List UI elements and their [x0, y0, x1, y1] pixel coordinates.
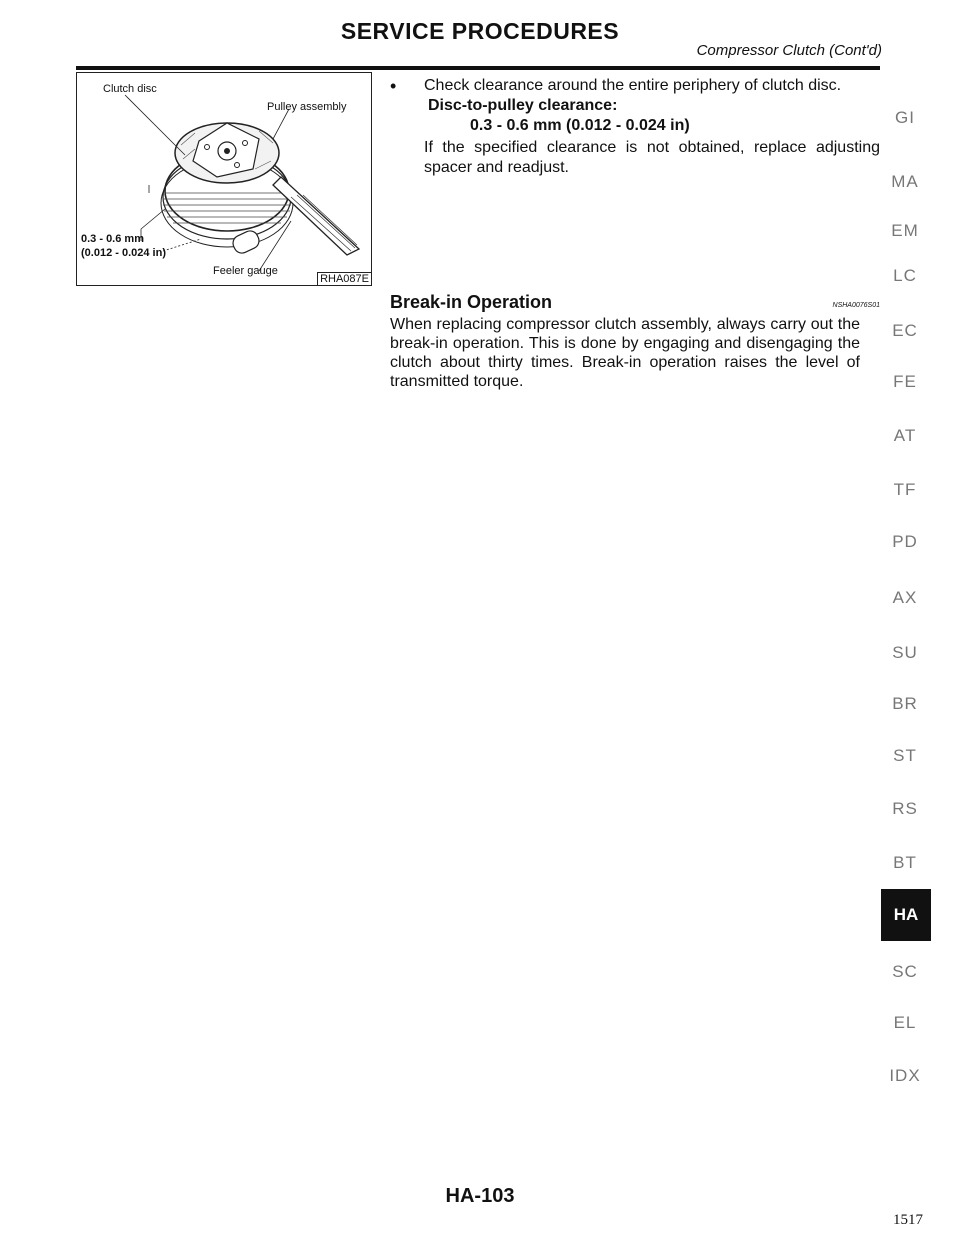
side-tab-gi[interactable]: GI — [895, 108, 915, 127]
spec-title: Disc-to-pulley clearance: — [428, 97, 618, 114]
adjust-note: If the specified clearance is not obtained, replace adjusting spacer and readjust. — [424, 139, 880, 176]
side-tab-em[interactable]: EM — [891, 221, 919, 240]
side-tab-fe[interactable]: FE — [893, 372, 917, 391]
side-tab-pd[interactable]: PD — [892, 532, 918, 551]
spec-value: 0.3 - 0.6 mm (0.012 - 0.024 in) — [470, 117, 690, 134]
corner-page-number: 1517 — [893, 1212, 923, 1228]
clutch-clearance-figure — [76, 72, 372, 286]
side-tab-bt[interactable]: BT — [893, 853, 917, 872]
clearance-in-label: (0.012 - 0.024 in) — [81, 247, 166, 259]
figure-id: RHA087E — [317, 272, 372, 286]
breakin-title: Break-in Operation — [390, 292, 553, 312]
side-tab-el[interactable]: EL — [893, 1013, 917, 1032]
breakin-body: When replacing compressor clutch assembly, always carry out the break-in operation. This is done by engaging and disengaging the clutch about thirty times. Break-in operation raises the level of transmitted torque. — [390, 316, 860, 390]
header-rule — [76, 66, 880, 70]
side-tab-br[interactable]: BR — [892, 694, 918, 713]
page-title: SERVICE PROCEDURES — [340, 18, 620, 44]
pulley-assembly-label: Pulley assembly — [267, 101, 347, 113]
side-tab-at[interactable]: AT — [893, 426, 917, 445]
breakin-section — [390, 292, 880, 391]
check-text: Check clearance around the entire periphery of clutch disc. — [424, 77, 842, 94]
clutch-disc-label: Clutch disc — [103, 83, 157, 95]
side-tab-su[interactable]: SU — [892, 643, 918, 662]
side-tab-lc[interactable]: LC — [893, 266, 917, 285]
feeler-gauge-label: Feeler gauge — [213, 265, 278, 277]
side-tab-ax[interactable]: AX — [892, 588, 918, 607]
bullet-point: • — [390, 76, 397, 96]
clearance-mm-label: 0.3 - 0.6 mm — [81, 233, 144, 245]
side-tab-tf[interactable]: TF — [893, 480, 917, 499]
side-tab-ec[interactable]: EC — [892, 321, 918, 340]
section-subtitle: Compressor Clutch (Cont'd) — [696, 42, 882, 59]
side-tab-sc[interactable]: SC — [892, 962, 918, 981]
side-tab-rs[interactable]: RS — [892, 799, 918, 818]
page-number: HA-103 — [445, 1185, 515, 1207]
breakin-code: NSHA0076S01 — [832, 302, 880, 309]
side-tab-st[interactable]: ST — [893, 746, 917, 765]
side-tab-idx[interactable]: IDX — [889, 1066, 921, 1085]
side-tab-ma[interactable]: MA — [891, 172, 919, 191]
side-tab-ha-active[interactable]: HA — [881, 889, 931, 941]
